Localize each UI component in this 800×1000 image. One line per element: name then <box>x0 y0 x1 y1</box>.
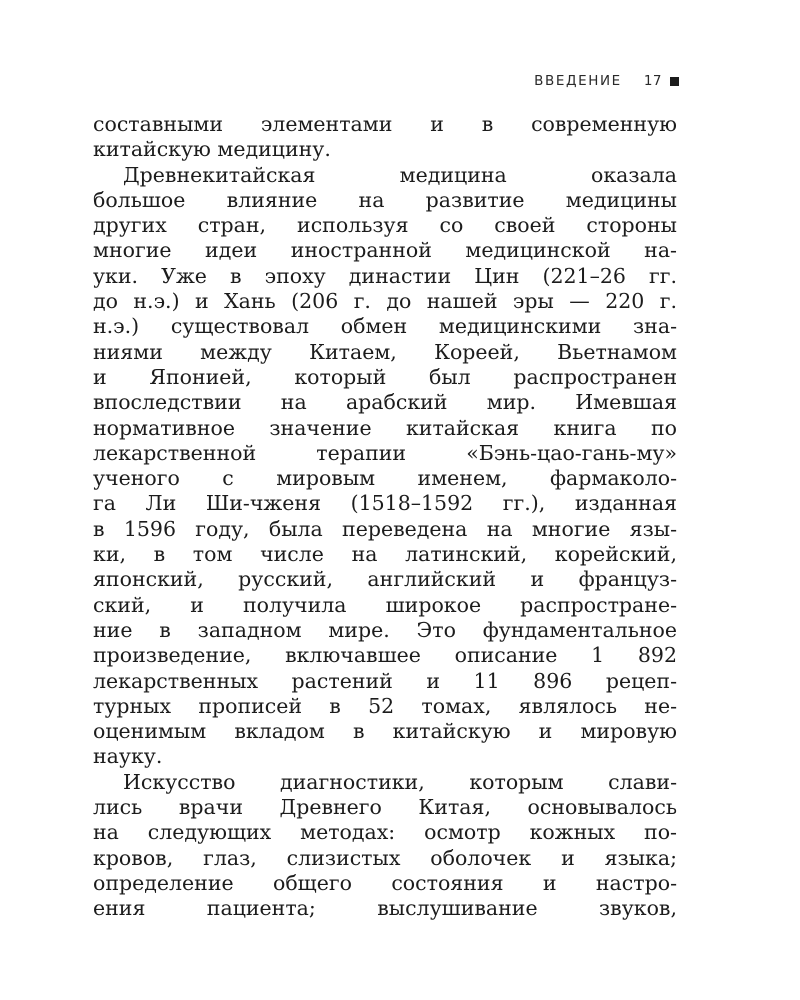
text-line: впоследствии на арабский мир. Имевшая <box>93 390 677 415</box>
text-line: га Ли Ши-чженя (1518–1592 гг.), изданная <box>93 491 677 516</box>
text-line: произведение, включавшее описание 1 892 <box>93 643 677 668</box>
text-line: уки. Уже в эпоху династии Цин (221–26 гг. <box>93 263 677 288</box>
text-line: многие идеи иностранной медицинской на- <box>93 238 677 263</box>
text-line: лекарственной терапии «Бэнь-цао-гань-му» <box>93 440 677 465</box>
body-text <box>93 112 677 922</box>
square-marker-icon <box>670 77 679 86</box>
paragraph <box>93 770 677 922</box>
text-line: японский, русский, английский и француз- <box>93 567 677 592</box>
text-line: других стран, используя со своей стороны <box>93 213 677 238</box>
text-line: ниями между Китаем, Кореей, Вьетнамом <box>93 339 677 364</box>
text-line: на следующих методах: осмотр кожных по- <box>93 820 677 845</box>
text-line: н.э.) существовал обмен медицинскими зна- <box>93 314 677 339</box>
text-line: кровов, глаз, слизистых оболочек и языка; <box>93 845 677 870</box>
section-title: ВВЕДЕНИЕ <box>534 73 622 89</box>
text-line: ученого с мировым именем, фармаколо- <box>93 466 677 491</box>
text-line: нормативное значение китайская книга по <box>93 415 677 440</box>
text-line: оценимым вкладом в китайскую и мировую <box>93 719 677 744</box>
text-line: составными элементами и в современную <box>93 112 677 136</box>
text-line: в 1596 году, была переведена на многие язы- <box>93 516 677 541</box>
text-line: до н.э.) и Хань (206 г. до нашей эры — 220 г. <box>93 289 677 314</box>
page-number: 17 <box>643 73 662 89</box>
text-line: определение общего состояния и настро- <box>93 870 677 895</box>
text-line: большое влияние на развитие медицины <box>93 187 677 212</box>
text-line: лись врачи Древнего Китая, основывалось <box>93 795 677 820</box>
text-line: ский, и получила широкое распростране- <box>93 592 677 617</box>
text-line: ние в западном мире. Это фундаментальное <box>93 617 677 642</box>
text-line: Древнекитайская медицина оказала <box>123 162 677 187</box>
text-line: и Японией, который был распространен <box>93 364 677 389</box>
text-line: ения пациента; выслушивание звуков, <box>93 896 677 921</box>
text-line: Искусство диагностики, которым слави- <box>123 769 677 794</box>
paragraph <box>93 112 677 163</box>
text-line: науку. <box>93 744 163 769</box>
running-head <box>534 73 679 89</box>
paragraph <box>93 163 677 770</box>
text-line: турных прописей в 52 томах, являлось не- <box>93 693 677 718</box>
text-line: ки, в том числе на латинский, корейский, <box>93 542 677 567</box>
text-line: китайскую медицину. <box>93 137 331 162</box>
text-line: лекарственных растений и 11 896 рецеп- <box>93 668 677 693</box>
